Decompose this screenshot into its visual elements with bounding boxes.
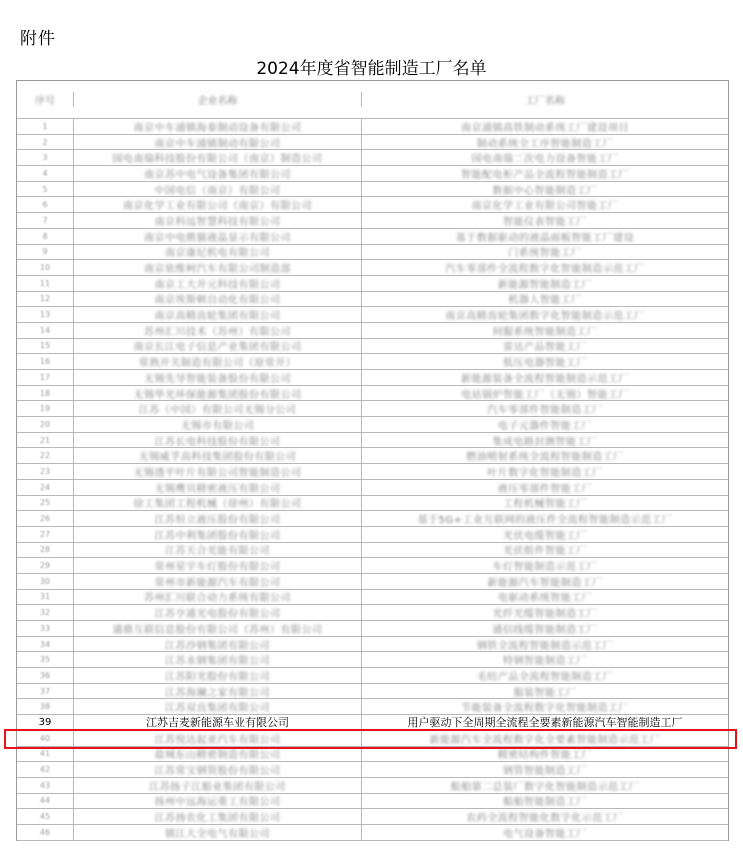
factory-name: 南京高精齿轮集团数字化智能制造示范工厂 bbox=[445, 311, 645, 322]
row-index: 26 bbox=[17, 511, 74, 526]
enterprise-name: 通鼎互联信息股份有限公司（苏州）有限公司 bbox=[74, 621, 362, 636]
table-row bbox=[17, 433, 728, 449]
table-row bbox=[17, 621, 728, 637]
row-index: 27 bbox=[17, 527, 74, 542]
factory-name: 钢铁全流程智能制造示范工厂 bbox=[476, 640, 614, 652]
factory-name: 燃油喷射系统全流程智能制造工厂 bbox=[466, 452, 624, 464]
enterprise-name: 苏州汇川技术（苏州）有限公司 bbox=[74, 323, 362, 338]
factory-name: 服装智能工厂 bbox=[513, 687, 577, 699]
enterprise-name: 南京化学工业有限公司（南京）有限公司 bbox=[74, 197, 362, 212]
factory-name: 电驱动系统智能工厂 bbox=[497, 593, 593, 605]
enterprise-name: 江苏悦达起亚汽车有限公司 bbox=[74, 731, 362, 746]
table-row bbox=[17, 637, 728, 653]
enterprise-name: 南京科远智慧科技有限公司 bbox=[74, 213, 362, 228]
factory-name: 毛纺产品全流程智能制造工厂 bbox=[476, 671, 614, 683]
row-index: 13 bbox=[17, 307, 74, 322]
factory-name: 车灯智能制造示范工厂 bbox=[492, 562, 598, 573]
enterprise-name: 江苏（中国）有限公司无锡分公司 bbox=[74, 401, 362, 416]
factory-name: 电子元器件智能工厂 bbox=[497, 420, 593, 432]
row-index: 16 bbox=[17, 354, 74, 369]
table-row bbox=[17, 762, 728, 778]
factory-name: 基于5G+工业互联网的液压件全流程智能制造示范工厂 bbox=[417, 515, 673, 526]
table-row bbox=[17, 307, 728, 323]
row-index: 12 bbox=[17, 292, 74, 307]
table-row bbox=[17, 135, 728, 151]
row-index: 15 bbox=[17, 339, 74, 354]
table-row bbox=[17, 260, 728, 276]
table-row bbox=[17, 825, 728, 841]
table-row bbox=[17, 119, 728, 135]
table-row bbox=[17, 197, 728, 213]
row-index: 4 bbox=[17, 166, 74, 181]
row-index: 36 bbox=[17, 668, 74, 683]
row-index: 41 bbox=[17, 747, 74, 762]
table-row bbox=[17, 574, 728, 590]
row-index: 18 bbox=[17, 386, 74, 401]
enterprise-name: 江苏吉麦新能源车业有限公司 bbox=[74, 715, 362, 730]
row-index: 39 bbox=[17, 715, 74, 730]
enterprise-name: 无锡威孚高科技集团股份有限公司 bbox=[74, 448, 362, 463]
table-row bbox=[17, 590, 728, 606]
enterprise-name: 国电南瑞科技股份有限公司（南京）制造公司 bbox=[74, 150, 362, 165]
table-row bbox=[17, 511, 728, 527]
factory-name: 雷达产品智能工厂 bbox=[503, 342, 587, 354]
enterprise-name: 江苏亨通光电股份有限公司 bbox=[74, 605, 362, 620]
document-title: 2024年度省智能制造工厂名单 bbox=[256, 59, 487, 79]
enterprise-name: 南京埃斯顿自动化有限公司 bbox=[74, 292, 362, 307]
table-row bbox=[17, 276, 728, 292]
enterprise-name: 南京长江电子信息产业集团有限公司 bbox=[74, 339, 362, 354]
table-row bbox=[17, 668, 728, 684]
row-index: 35 bbox=[17, 652, 74, 667]
table-row bbox=[17, 527, 728, 543]
enterprise-name: 南京苏中电气设备集团有限公司 bbox=[74, 166, 362, 181]
table-row bbox=[17, 323, 728, 339]
enterprise-name: 无锡华光环保能源集团股份有限公司 bbox=[74, 386, 362, 401]
table-row bbox=[17, 339, 728, 355]
row-index: 8 bbox=[17, 229, 74, 244]
enterprise-name: 江苏长电科技股份有限公司 bbox=[74, 433, 362, 448]
enterprise-name: 江苏扬农化工集团有限公司 bbox=[74, 809, 362, 824]
row-index: 19 bbox=[17, 401, 74, 416]
attachment-label: 附件 bbox=[20, 29, 56, 49]
table-row bbox=[17, 150, 728, 166]
enterprise-name: 无锡透平叶片有限公司智能制造公司 bbox=[74, 464, 362, 479]
factory-name: 南京化学工业有限公司智能工厂 bbox=[471, 201, 619, 213]
row-index: 6 bbox=[17, 197, 74, 212]
enterprise-name: 江苏中利集团股份有限公司 bbox=[74, 527, 362, 542]
row-index: 20 bbox=[17, 417, 74, 432]
table-row bbox=[17, 401, 728, 417]
factory-name: 新能源汽车全流程数字化全要素智能制造示范工厂 bbox=[429, 734, 661, 746]
table-row bbox=[17, 182, 728, 198]
factory-name: 特钢智能制造工厂 bbox=[503, 656, 587, 668]
row-index: 33 bbox=[17, 621, 74, 636]
row-index: 28 bbox=[17, 543, 74, 558]
table-row bbox=[17, 213, 728, 229]
factory-name: 国电南瑞二次电力设备智能工厂 bbox=[471, 154, 619, 166]
factory-name: 门系统智能工厂 bbox=[508, 248, 582, 260]
factory-name: 光伏电缆智能工厂 bbox=[503, 530, 587, 542]
row-index: 30 bbox=[17, 574, 74, 589]
row-index: 37 bbox=[17, 684, 74, 699]
enterprise-name: 江苏常宝钢管股份有限公司 bbox=[74, 762, 362, 777]
table-row bbox=[17, 778, 728, 794]
enterprise-name: 南京康尼机电有限公司 bbox=[74, 245, 362, 260]
enterprise-name: 无锡先导智能装备股份有限公司 bbox=[74, 370, 362, 385]
table-header-row bbox=[17, 81, 728, 119]
row-index: 3 bbox=[17, 150, 74, 165]
enterprise-name: 常州星宇车灯股份有限公司 bbox=[74, 558, 362, 573]
table-row bbox=[17, 229, 728, 245]
enterprise-name: 中国电信（南京）有限公司 bbox=[74, 182, 362, 197]
factory-name: 汽车零部件智能制造工厂 bbox=[487, 405, 603, 417]
factory-name: 机器人智能工厂 bbox=[508, 295, 582, 307]
row-index: 38 bbox=[17, 699, 74, 714]
row-index: 9 bbox=[17, 245, 74, 260]
enterprise-name: 江苏恒立液压股份有限公司 bbox=[74, 511, 362, 526]
enterprise-name: 江苏扬子江船业集团有限公司 bbox=[74, 778, 362, 793]
table-row bbox=[17, 794, 728, 810]
table-row bbox=[17, 496, 728, 512]
table-row bbox=[17, 699, 728, 715]
row-index: 1 bbox=[17, 119, 74, 134]
table-row bbox=[17, 543, 728, 559]
table-row bbox=[17, 605, 728, 621]
enterprise-name: 无锡市有限公司 bbox=[74, 417, 362, 432]
factory-list-table bbox=[16, 80, 729, 841]
highlight-box bbox=[4, 729, 737, 749]
factory-name: 液压零部件智能工厂 bbox=[497, 483, 593, 495]
enterprise-name: 南京中车浦镇海泰制动设备有限公司 bbox=[74, 119, 362, 134]
table-row bbox=[17, 292, 728, 308]
factory-name: 船舶智能制造工厂 bbox=[503, 797, 587, 809]
row-index: 2 bbox=[17, 135, 74, 150]
factory-name: 光纤光缆智能制造工厂 bbox=[492, 609, 598, 620]
enterprise-name: 江苏双良集团有限公司 bbox=[74, 699, 362, 714]
enterprise-name: 常熟开关制造有限公司（原常开） bbox=[74, 354, 362, 369]
factory-name: 叶片数字化智能制造工厂 bbox=[487, 467, 603, 479]
row-index: 34 bbox=[17, 637, 74, 652]
factory-name: 南京浦镇高铁制动系统工厂建设项目 bbox=[461, 122, 629, 134]
enterprise-name: 盐城东山精密制造有限公司 bbox=[74, 747, 362, 762]
factory-name: 数据中心智能制造工厂 bbox=[492, 185, 598, 197]
table-row bbox=[17, 386, 728, 402]
row-index: 10 bbox=[17, 260, 74, 275]
enterprise-name: 南京中电熊猫液晶显示有限公司 bbox=[74, 229, 362, 244]
enterprise-name: 镇江大全电气有限公司 bbox=[74, 825, 362, 840]
header-factory: 工厂名称 bbox=[525, 96, 565, 107]
row-index: 22 bbox=[17, 448, 74, 463]
factory-name: 船舶第二总装厂数字化智能制造示范工厂 bbox=[450, 781, 640, 793]
enterprise-name: 徐工集团工程机械（徐州）有限公司 bbox=[74, 496, 362, 511]
factory-name: 基于数据驱动的液晶面板智能工厂建设 bbox=[455, 232, 635, 244]
row-index: 25 bbox=[17, 496, 74, 511]
enterprise-name: 江苏海澜之家有限公司 bbox=[74, 684, 362, 699]
row-index: 21 bbox=[17, 433, 74, 448]
row-index: 46 bbox=[17, 825, 74, 840]
enterprise-name: 扬州中远海运重工有限公司 bbox=[74, 794, 362, 809]
row-index: 11 bbox=[17, 276, 74, 291]
factory-name: 节能装备全流程数字化智能制造工厂 bbox=[461, 703, 629, 715]
enterprise-name: 无锡鹰贝精密液压有限公司 bbox=[74, 480, 362, 495]
factory-name: 新能源智能制造工厂 bbox=[497, 279, 593, 291]
table-row bbox=[17, 417, 728, 433]
factory-name: 用户驱动下全周期全流程全要素新能源汽车智能制造工厂 bbox=[407, 716, 683, 730]
factory-name: 集成电路封测智能工厂 bbox=[492, 436, 598, 448]
factory-name: 电站锅炉智能工厂（无锡）智能工厂 bbox=[461, 389, 629, 401]
enterprise-name: 苏州汇川联合动力系统有限公司 bbox=[74, 590, 362, 605]
table-row bbox=[17, 480, 728, 496]
table-row bbox=[17, 245, 728, 261]
row-index: 44 bbox=[17, 794, 74, 809]
enterprise-name: 江苏天合光能有限公司 bbox=[74, 543, 362, 558]
table-row bbox=[17, 448, 728, 464]
factory-name: 光伏组件智能工厂 bbox=[503, 546, 587, 558]
row-index: 24 bbox=[17, 480, 74, 495]
enterprise-name: 江苏沙钢集团有限公司 bbox=[74, 637, 362, 652]
enterprise-name: 江苏阳光股份有限公司 bbox=[74, 668, 362, 683]
table-row bbox=[17, 166, 728, 182]
enterprise-name: 常州市新能源汽车有限公司 bbox=[74, 574, 362, 589]
factory-name: 新能源汽车智能制造工厂 bbox=[487, 577, 603, 589]
factory-name: 智能仪表智能工厂 bbox=[503, 216, 587, 228]
row-index: 5 bbox=[17, 182, 74, 197]
row-index: 7 bbox=[17, 213, 74, 228]
enterprise-name: 江苏永钢集团有限公司 bbox=[74, 652, 362, 667]
factory-name: 智能配电柜产品全流程智能制造工厂 bbox=[461, 169, 629, 181]
row-index: 43 bbox=[17, 778, 74, 793]
header-enterprise: 企业名称 bbox=[74, 92, 362, 107]
factory-name: 钢管智能制造工厂 bbox=[503, 766, 587, 777]
factory-name: 工程机械智能工厂 bbox=[503, 499, 587, 511]
table-row bbox=[17, 370, 728, 386]
table-row bbox=[17, 684, 728, 700]
table-row bbox=[17, 354, 728, 370]
row-index: 14 bbox=[17, 323, 74, 338]
table-row bbox=[17, 464, 728, 480]
factory-name: 制动系统全工序智能制造工厂 bbox=[476, 138, 614, 150]
table-row bbox=[17, 558, 728, 574]
factory-name: 汽车零部件全流程数字化智能制造示范工厂 bbox=[445, 264, 645, 275]
row-index: 17 bbox=[17, 370, 74, 385]
row-index: 23 bbox=[17, 464, 74, 479]
factory-name: 新能源装备全流程智能制造示范工厂 bbox=[461, 373, 629, 385]
row-index: 32 bbox=[17, 605, 74, 620]
enterprise-name: 南京中车浦镇制动有限公司 bbox=[74, 135, 362, 150]
factory-name: 通信线缆智能制造工厂 bbox=[492, 624, 598, 636]
table-row bbox=[17, 809, 728, 825]
row-index: 42 bbox=[17, 762, 74, 777]
row-index: 29 bbox=[17, 558, 74, 573]
factory-name: 低压电器智能工厂 bbox=[503, 358, 587, 369]
factory-name: 伺服系统智能制造工厂 bbox=[492, 326, 598, 338]
factory-name: 电气设备智能工厂 bbox=[503, 828, 587, 840]
row-index: 40 bbox=[17, 731, 74, 746]
factory-name: 农药全流程智能化数字化示范工厂 bbox=[466, 813, 624, 824]
enterprise-name: 南京工大开元科技有限公司 bbox=[74, 276, 362, 291]
row-index: 31 bbox=[17, 590, 74, 605]
header-index: 序号 bbox=[17, 92, 74, 107]
table-row bbox=[17, 652, 728, 668]
row-index: 45 bbox=[17, 809, 74, 824]
enterprise-name: 南京依维柯汽车有限公司制造部 bbox=[74, 260, 362, 275]
factory-name: 精密结构件智能工厂 bbox=[497, 750, 593, 762]
enterprise-name: 南京高精齿轮集团有限公司 bbox=[74, 307, 362, 322]
